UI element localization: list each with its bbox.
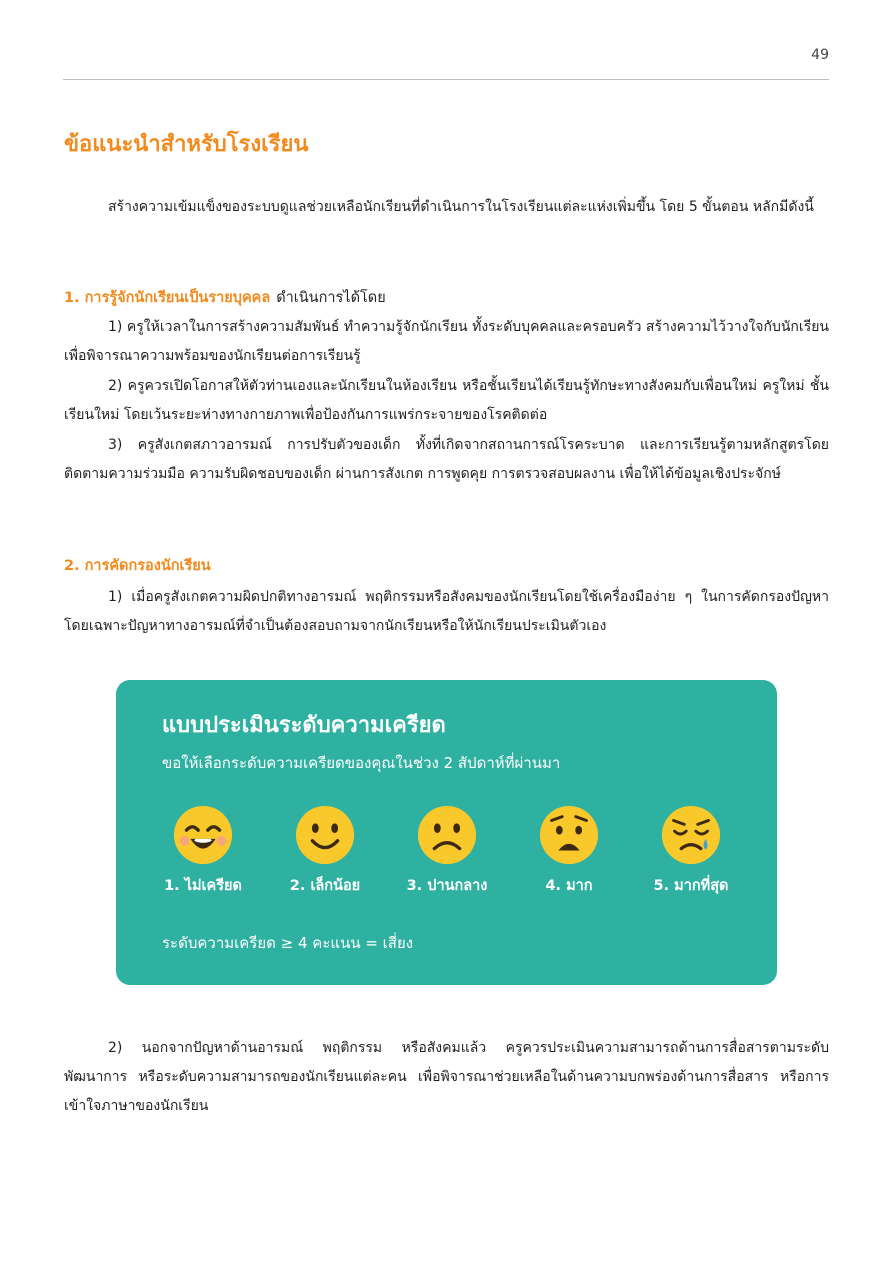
section-1-title: 1. การรู้จักนักเรียนเป็นรายบุคคล [64,290,271,306]
smiling-face-icon [294,804,356,866]
section-2-item-2: 2) นอกจากปัญหาด้านอารมณ์ พฤติกรรม หรือสังคมแล้ว ครูควรประเมินความสามารถด้านการสื่อสารตามระดับพัฒนาการ หรือระดับความสามารถของนักเรียนแต่ละคน เพื่อพิจารณาช่วยเหลือในด้านความบกพร่องด้านการสื่อสาร หรือการเข้าใจภาษาของนักเรียน [64,1040,829,1114]
anguished-face-icon [538,804,600,866]
stress-assessment-card [116,680,777,985]
page-number: 49 [811,47,829,63]
intro-paragraph: สร้างความเข้มแข็งของระบบดูแลช่วยเหลือนักเรียนที่ดำเนินการในโรงเรียนแต่ละแห่งเพิ่มขึ้น โดย 5 ขั้นตอน หลักมีดังนี้ [108,199,814,215]
section-1-item-2: 2) ครูควรเปิดโอกาสให้ตัวท่านเองและนักเรียนในห้องเรียน หรือชั้นเรียนได้เรียนรู้ทักษะทางสังคมกับเพื่อนใหม่ ครูใหม่ ชั้นเรียนใหม่ โดยเว้นระยะห่างทางกายภาพเพื่อป้องกันการแพร่กระจายของโรคติดต่อ [64,378,829,423]
risk-threshold-note: ระดับความเครียด ≥ 4 คะแนน = เสี่ยง [162,934,414,952]
crying-face-icon [660,804,722,866]
section-1-item-3: 3) ครูสังเกตสภาวอารมณ์ การปรับตัวของเด็ก ทั้งที่เกิดจากสถานการณ์โรคระบาด และการเรียนรู้ตามหลักสูตรโดยติดตามความร่วมมือ ความรับผิดชอบของเด็ก ผ่านการสังเกต การพูดคุย การตรวจสอบผลงาน เพื่อให้ได้ข้อมูลเชิงประจักษ์ [64,437,829,482]
frowning-face-icon [416,804,478,866]
level-4-label: 4. มาก [545,878,593,894]
level-2-label: 2. เล็กน้อย [289,878,361,894]
section-2-heading: 2. การคัดกรองนักเรียน [64,558,211,574]
laughing-face-icon [172,804,234,866]
section-1-trail: ดำเนินการได้โดย [276,290,386,306]
level-3-label: 3. ปานกลาง [406,878,488,894]
level-1-label: 1. ไม่เครียด [164,878,242,894]
header-divider [63,79,829,80]
section-1-heading [64,284,386,313]
section-1-item-1: 1) ครูให้เวลาในการสร้างความสัมพันธ์ ทำความรู้จักนักเรียน ทั้งระดับบุคคลและครอบครัว สร้างความไว้วางใจกับนักเรียน เพื่อพิจารณาความพร้อมของนักเรียนต่อการเรียนรู้ [64,319,829,364]
assessment-title: แบบประเมินระดับความเครียด [162,713,446,738]
assessment-subtitle: ขอให้เลือกระดับความเครียดของคุณในช่วง 2 สัปดาห์ที่ผ่านมา [162,754,561,772]
page-title: ข้อแนะนำสำหรับโรงเรียน [64,132,309,157]
level-5-label: 5. มากที่สุด [653,878,729,894]
section-2-item-1: 1) เมื่อครูสังเกตความผิดปกติทางอารมณ์ พฤติกรรมหรือสังคมของนักเรียนโดยใช้เครื่องมือง่าย ๆ ในการคัดกรองปัญหา โดยเฉพาะปัญหาทางอารมณ์ที่จำเป็นต้องสอบถามจากนักเรียนหรือให้นักเรียนประเมินตัวเอง [64,589,829,634]
